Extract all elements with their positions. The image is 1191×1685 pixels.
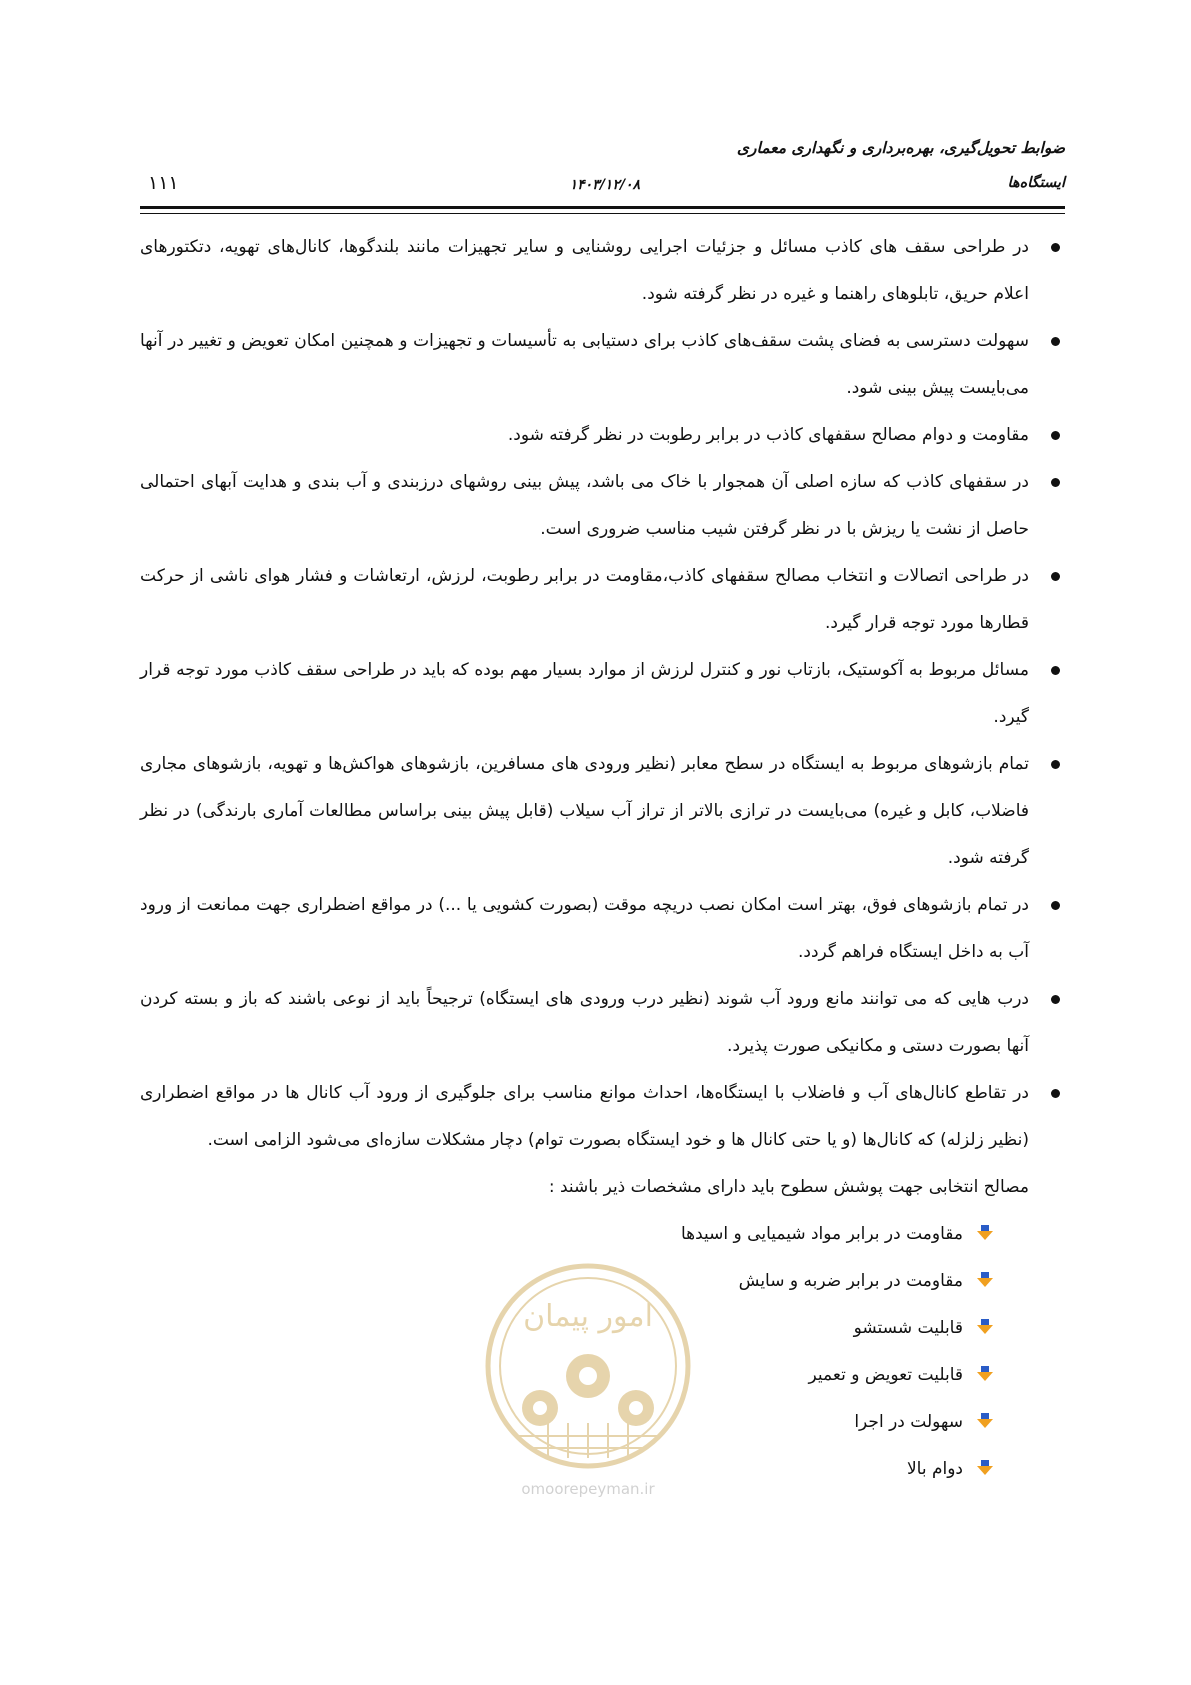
bullet-icon (1051, 995, 1060, 1004)
materials-intro: مصالح انتخابی جهت پوشش سطوح باید دارای مشخصات ذیر باشند : (548, 1177, 1029, 1197)
bullet-icon (1051, 666, 1060, 675)
list-item: درب هایی که می توانند مانع ورود آب شوند (نظیر درب ورودی های ایستگاه) ترجیحاً باید از نوعی باشند که باز و بسته کردن آنها بصورت دستی و مکانیکی صورت پذیرد. (140, 976, 1065, 1070)
page-number: ۱۱۱ (148, 172, 179, 194)
list-item: در طراحی اتصالات و انتخاب مصالح سقفهای کاذب،مقاومت در برابر رطوبت، لرزش، ارتعاشات و فشار هوای ناشی از حرکت قطارها مورد توجه قرار گیرد. (140, 553, 1065, 647)
bullet-icon (1051, 1089, 1060, 1098)
watermark (478, 1258, 698, 1518)
list-item: مقاومت و دوام مصالح سقفهای کاذب در برابر رطوبت در نظر گرفته شود. (140, 412, 1065, 459)
header-rule-thin (140, 213, 1065, 214)
list-item: دوام بالا (140, 1446, 993, 1493)
arrow-down-icon (977, 1413, 993, 1429)
arrow-down-icon (977, 1366, 993, 1382)
bullet-icon (1051, 431, 1060, 440)
list-item: در تقاطع کانال‌های آب و فاضلاب با ایستگاه‌ها، احداث موانع مناسب برای جلوگیری از ورود آب کانال ها در مواقع اضطراری (نظیر زلزله) که کانال‌ها (و یا حتی کانال ها و خود ایستگاه بصورت توام) دچار مشکلات سازه‌ای می‌شود الزامی است. (140, 1070, 1065, 1164)
list-item: در سقفهای کاذب که سازه اصلی آن همجوار با خاک می باشد، پیش بینی روشهای درزبندی و آب بندی و هدایت آبهای احتمالی حاصل از نشت یا ریزش با در نظر گرفتن شیب مناسب ضروری است. (140, 459, 1065, 553)
arrow-down-icon (977, 1225, 993, 1241)
list-item: سهولت در اجرا (140, 1399, 993, 1446)
list-item: در طراحی سقف های کاذب مسائل و جزئیات اجرایی روشنایی و سایر تجهیزات مانند بلندگوها، کانال‌های تهویه، دتکتورهای اعلام حریق، تابلوهای راهنما و غیره در نظر گرفته شود. (140, 224, 1065, 318)
bullet-icon (1051, 478, 1060, 487)
watermark-url: omoorepeyman.ir (521, 1480, 655, 1498)
list-item: مقاومت در برابر مواد شیمیایی و اسیدها (140, 1211, 993, 1258)
document-subtitle: ایستگاه‌ها (1007, 174, 1065, 191)
list-item: سهولت دسترسی به فضای پشت سقف‌های کاذب برای دستیابی به تأسیسات و تجهیزات و همچنین امکان تعویض و تغییر در آنها می‌بایست پیش بینی شود. (140, 318, 1065, 412)
bullet-icon (1051, 572, 1060, 581)
watermark-logo-text: امور پیمان (523, 1299, 653, 1334)
arrow-down-icon (977, 1272, 993, 1288)
list-item: در تمام بازشوهای فوق، بهتر است امکان نصب دریچه موقت (بصورت کشویی یا ...) در مواقع اضطراری جهت ممانعت از ورود آب به داخل ایستگاه فراهم گردد. (140, 882, 1065, 976)
bullet-icon (1051, 760, 1060, 769)
bullet-icon (1051, 243, 1060, 252)
arrow-down-icon (977, 1319, 993, 1335)
list-item: قابلیت تعویض و تعمیر (140, 1352, 993, 1399)
requirements-list (140, 224, 1065, 1164)
list-item: مسائل مربوط به آکوستیک، بازتاب نور و کنترل لرزش از موارد بسیار مهم بوده که باید در طراحی سقف کاذب مورد توجه قرار گیرد. (140, 647, 1065, 741)
watermark-logo-icon (478, 1258, 698, 1473)
page-header (140, 130, 1065, 210)
bullet-icon (1051, 337, 1060, 346)
bullet-icon (1051, 901, 1060, 910)
header-rule-thick (140, 206, 1065, 209)
list-item: مقاومت در برابر ضربه و سایش (140, 1258, 993, 1305)
arrow-down-icon (977, 1460, 993, 1476)
document-title: ضوابط تحویل‌گیری، بهره‌برداری و نگهداری معماری (736, 138, 1065, 157)
list-item: قابلیت شستشو (140, 1305, 993, 1352)
document-date: ۱۴۰۳/۱۲/۰۸ (569, 177, 640, 193)
list-item: تمام بازشوهای مربوط به ایستگاه در سطح معابر (نظیر ورودی های مسافرین، بازشوهای هواکش‌ها و تهویه، بازشوهای مجاری فاضلاب، کابل و غیره) می‌بایست در ترازی بالاتر از تراز آب سیلاب (قابل پیش بینی براساس مطالعات آماری بارندگی) در نظر گرفته شود. (140, 741, 1065, 882)
